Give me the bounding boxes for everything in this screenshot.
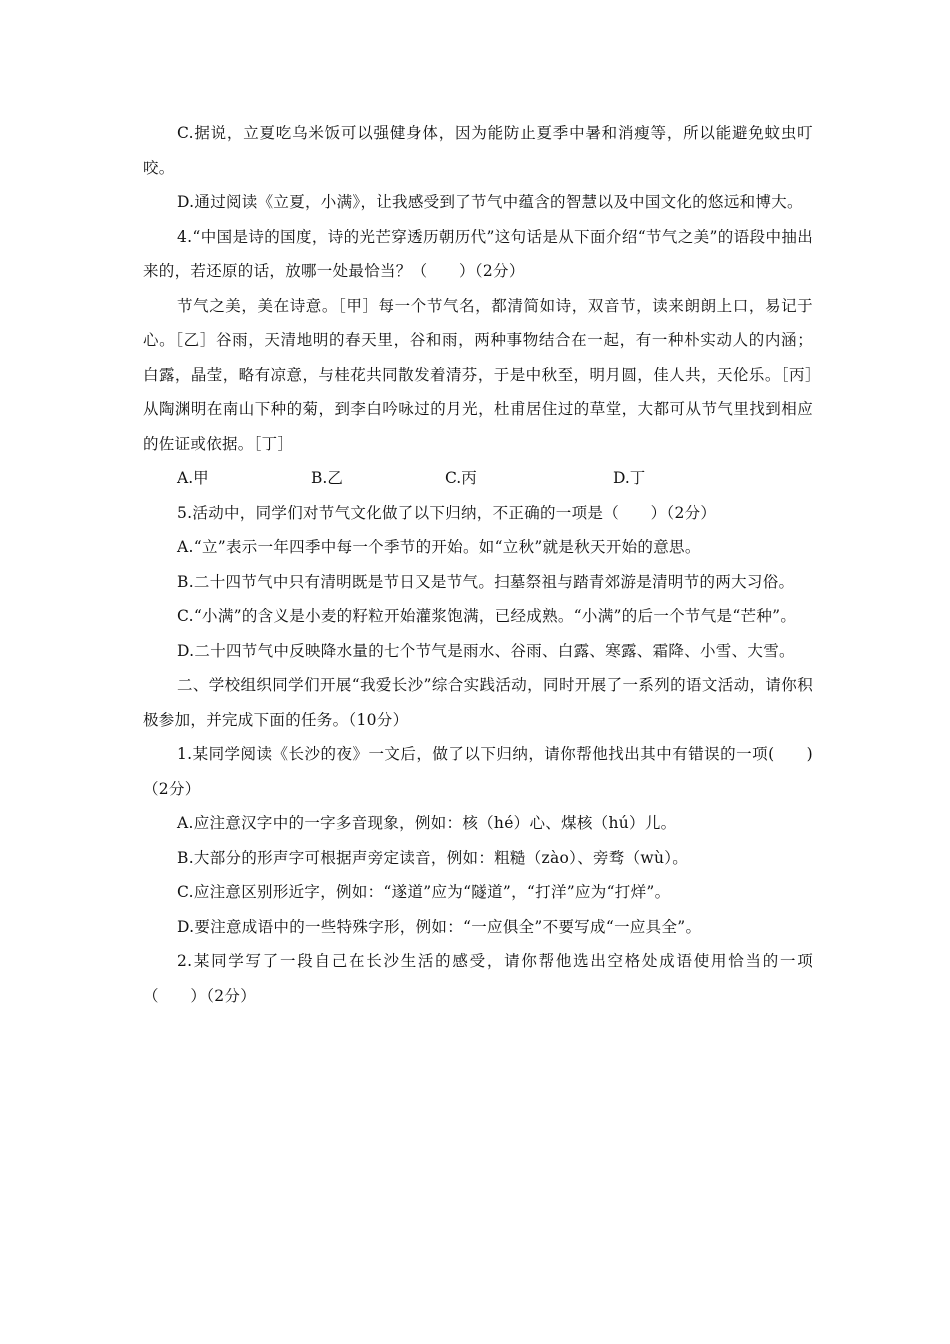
s2q1-option-a: A.应注意汉字中的一字多音现象，例如：核（hé）心、煤核（hú）儿。: [177, 814, 677, 832]
s2q1-option-d: D.要注意成语中的一些特殊字形，例如：“一应俱全”不要写成“一应具全”。: [177, 917, 702, 936]
q5-option-c: C.“小满”的含义是小麦的籽粒开始灌浆饱满，已经成熟。“小满”的后一个节气是“芒种”。: [177, 607, 797, 625]
question-4-passage: 节气之美，美在诗意。［甲］每一个节气名，都清简如诗，双音节，读来朗朗上口，易记于心。［乙］谷雨，天清地明的春天里，谷和雨，两种事物结合在一起，有一种朴实动人的内涵；白露，晶莹，略有凉意，与桂花共同散发着清芬，于是中秋至，明月圆，佳人共，天伦乐。［丙］从陶渊明在南山下种的菊，到李白吟咏过的月光，杜甫居住过的草堂，大都可从节气里找到相应的佐证或依据。［丁］: [143, 296, 813, 453]
q4-option-a: A.甲: [177, 469, 209, 487]
q4-option-c: C.丙: [445, 469, 477, 487]
q4-option-b: B.乙: [311, 469, 343, 487]
q5-option-a: A.“立”表示一年四季中每一个季节的开始。如“立秋”就是秋天开始的意思。: [177, 538, 701, 556]
section-2-question-1: 1.某同学阅读《长沙的夜》一文后，做了以下归纳，请你帮他找出其中有错误的一项( )（2分）: [143, 745, 813, 798]
s2q1-option-c: C.应注意区别形近字，例如：“遂道”应为“隧道”，“打洋”应为“打烊”。: [177, 883, 671, 901]
q5-option-b: B.二十四节气中只有清明既是节日又是节气。扫墓祭祖与踏青郊游是清明节的两大习俗。: [177, 572, 795, 591]
s2q1-option-b: B.大部分的形声字可根据声旁定读音，例如：粗糙（zào）、旁骛（wù）。: [177, 848, 689, 867]
question-5-prompt: 5.活动中，同学们对节气文化做了以下归纳，不正确的一项是（ ）（2分）: [177, 503, 717, 522]
section-2-heading: 二、学校组织同学们开展“我爱长沙”综合实践活动，同时开展了一系列的语文活动，请你积极参加，并完成下面的任务。（10分）: [143, 676, 813, 729]
q4-option-d: D.丁: [613, 469, 646, 487]
section-2-question-2: 2.某同学写了一段自己在长沙生活的感受，请你帮他选出空格处成语使用恰当的一项（ ）（2分）: [143, 952, 813, 1005]
q3-option-d: D.通过阅读《立夏，小满》，让我感受到了节气中蕴含的智慧以及中国文化的悠远和博大。: [177, 193, 803, 211]
question-4-options: [143, 461, 813, 496]
q3-option-c: C.据说，立夏吃乌米饭可以强健身体，因为能防止夏季中暑和消瘦等，所以能避免蚊虫叮咬。: [143, 124, 813, 177]
document-body: [143, 116, 813, 1013]
q5-option-d: D.二十四节气中反映降水量的七个节气是雨水、谷雨、白露、寒露、霜降、小雪、大雪。: [177, 641, 795, 660]
question-4-prompt: 4.“中国是诗的国度，诗的光芒穿透历朝历代”这句话是从下面介绍“节气之美”的语段中抽出来的，若还原的话，放哪一处最恰当？（ ）（2分）: [143, 227, 813, 280]
